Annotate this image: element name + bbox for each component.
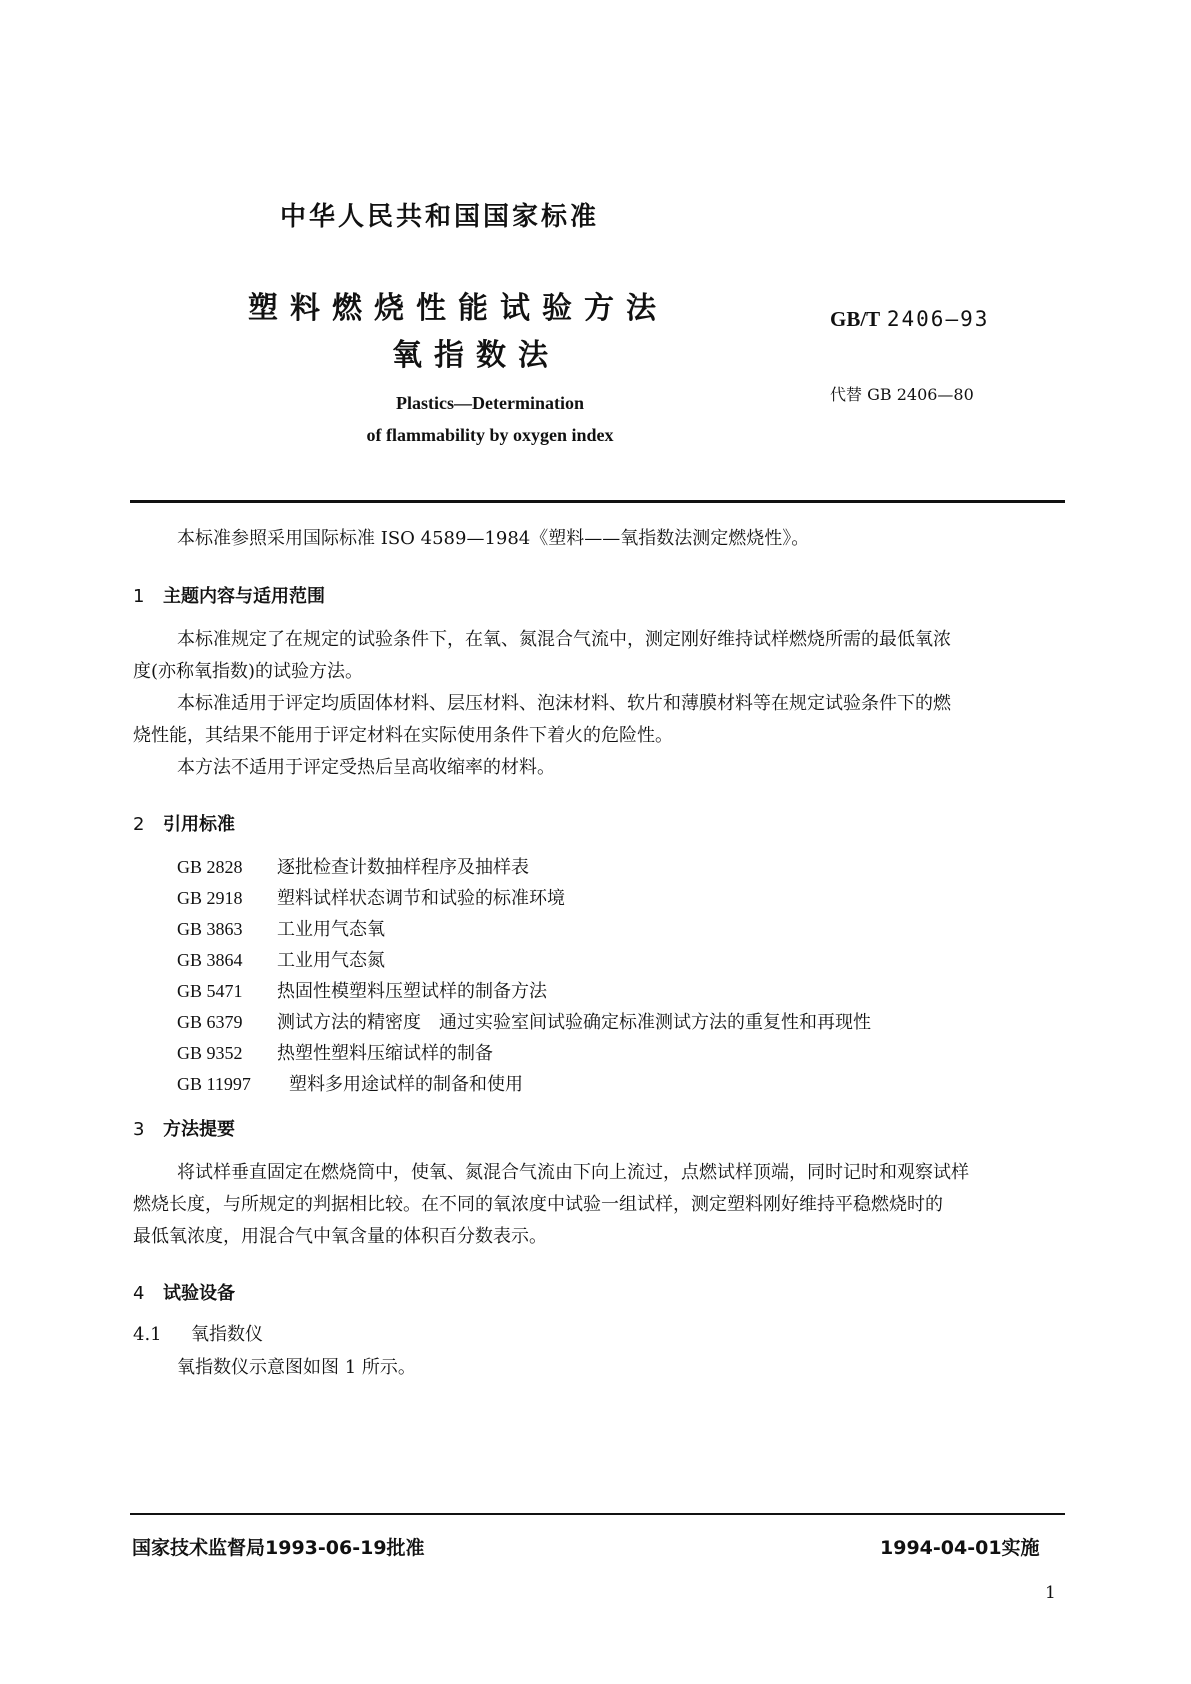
reference-code: GB 2918	[177, 888, 243, 908]
subsection-4-1-number: 4.1	[133, 1324, 162, 1345]
section-2-title: 引用标准	[163, 814, 235, 835]
page-number: 1	[1045, 1583, 1056, 1603]
section-1-heading	[133, 582, 325, 608]
section-2-heading	[133, 810, 235, 836]
section-2-number: 2	[133, 814, 145, 835]
reference-row	[177, 946, 385, 972]
reference-title: 工业用气态氮	[277, 950, 385, 971]
standard-code: 2406—93	[886, 307, 990, 331]
reference-row	[177, 1070, 523, 1096]
reference-code: GB 5471	[177, 981, 243, 1001]
reference-code: GB 11997	[177, 1074, 251, 1094]
section-3-line3: 最低氧浓度，用混合气中氧含量的体积百分数表示。	[133, 1226, 547, 1247]
section-3-line1: 将试样垂直固定在燃烧筒中，使氧、氮混合气流由下向上流过，点燃试样顶端，同时记时和观察试样	[177, 1162, 969, 1183]
section-1-p1-line1: 本标准规定了在规定的试验条件下，在氧、氮混合气流中，测定刚好维持试样燃烧所需的最低氧浓	[177, 629, 951, 650]
reference-row	[177, 853, 529, 879]
reference-title: 测试方法的精密度 通过实验室间试验确定标准测试方法的重复性和再现性	[277, 1012, 871, 1033]
reference-title: 塑料多用途试样的制备和使用	[289, 1074, 523, 1095]
section-3-heading	[133, 1115, 235, 1141]
section-4-heading	[133, 1279, 235, 1305]
reference-title: 塑料试样状态调节和试验的标准环境	[277, 888, 565, 909]
section-4-number: 4	[133, 1283, 145, 1304]
replaces-note: 代替 GB 2406—80	[830, 385, 974, 404]
reference-code: GB 2828	[177, 857, 243, 877]
reference-row	[177, 915, 385, 941]
section-4-title: 试验设备	[163, 1283, 235, 1304]
reference-title: 热固性模塑料压塑试样的制备方法	[277, 981, 547, 1002]
reference-row	[177, 884, 565, 910]
national-standard-heading: 中华人民共和国国家标准	[280, 202, 600, 232]
title-cn-line1: 塑料燃烧性能试验方法	[248, 291, 668, 326]
reference-row	[177, 1039, 493, 1065]
footer-divider	[130, 1513, 1065, 1515]
section-1-p2-line2: 烧性能，其结果不能用于评定材料在实际使用条件下着火的危险性。	[133, 725, 673, 746]
section-1-title: 主题内容与适用范围	[163, 586, 325, 607]
approval-date: 国家技术监督局1993-06-19批准	[132, 1537, 425, 1559]
reference-title: 工业用气态氧	[277, 919, 385, 940]
reference-code: GB 3864	[177, 950, 243, 970]
section-3-title: 方法提要	[163, 1119, 235, 1140]
reference-code: GB 3863	[177, 919, 243, 939]
effective-date: 1994-04-01实施	[880, 1537, 1040, 1559]
subsection-4-1-text: 氧指数仪示意图如图 1 所示。	[177, 1357, 416, 1378]
reference-row	[177, 977, 547, 1003]
section-1-p3: 本方法不适用于评定受热后呈高收缩率的材料。	[177, 757, 555, 778]
title-en-line1: Plastics—Determination	[396, 393, 584, 413]
section-1-number: 1	[133, 586, 145, 607]
intro-paragraph: 本标准参照采用国际标准 ISO 4589—1984《塑料——氧指数法测定燃烧性》。	[177, 528, 810, 549]
reference-row	[177, 1008, 871, 1034]
subsection-4-1-title: 氧指数仪	[191, 1324, 263, 1345]
title-en-line2: of flammability by oxygen index	[366, 425, 614, 445]
section-1-p2-line1: 本标准适用于评定均质固体材料、层压材料、泡沫材料、软片和薄膜材料等在规定试验条件下的燃	[177, 693, 951, 714]
section-3-number: 3	[133, 1119, 145, 1140]
subsection-4-1-heading	[133, 1319, 263, 1351]
reference-code: GB 6379	[177, 1012, 243, 1032]
reference-code: GB 9352	[177, 1043, 243, 1063]
standard-number	[830, 307, 989, 332]
reference-title: 逐批检查计数抽样程序及抽样表	[277, 857, 529, 878]
title-cn-line2: 氧指数法	[392, 338, 560, 373]
reference-title: 热塑性塑料压缩试样的制备	[277, 1043, 493, 1064]
section-3-line2: 燃烧长度，与所规定的判据相比较。在不同的氧浓度中试验一组试样，测定塑料刚好维持平稳燃烧时的	[133, 1194, 943, 1215]
section-1-p1-line2: 度(亦称氧指数)的试验方法。	[133, 661, 364, 682]
standard-prefix: GB/T	[830, 307, 881, 331]
header-divider	[130, 500, 1065, 503]
